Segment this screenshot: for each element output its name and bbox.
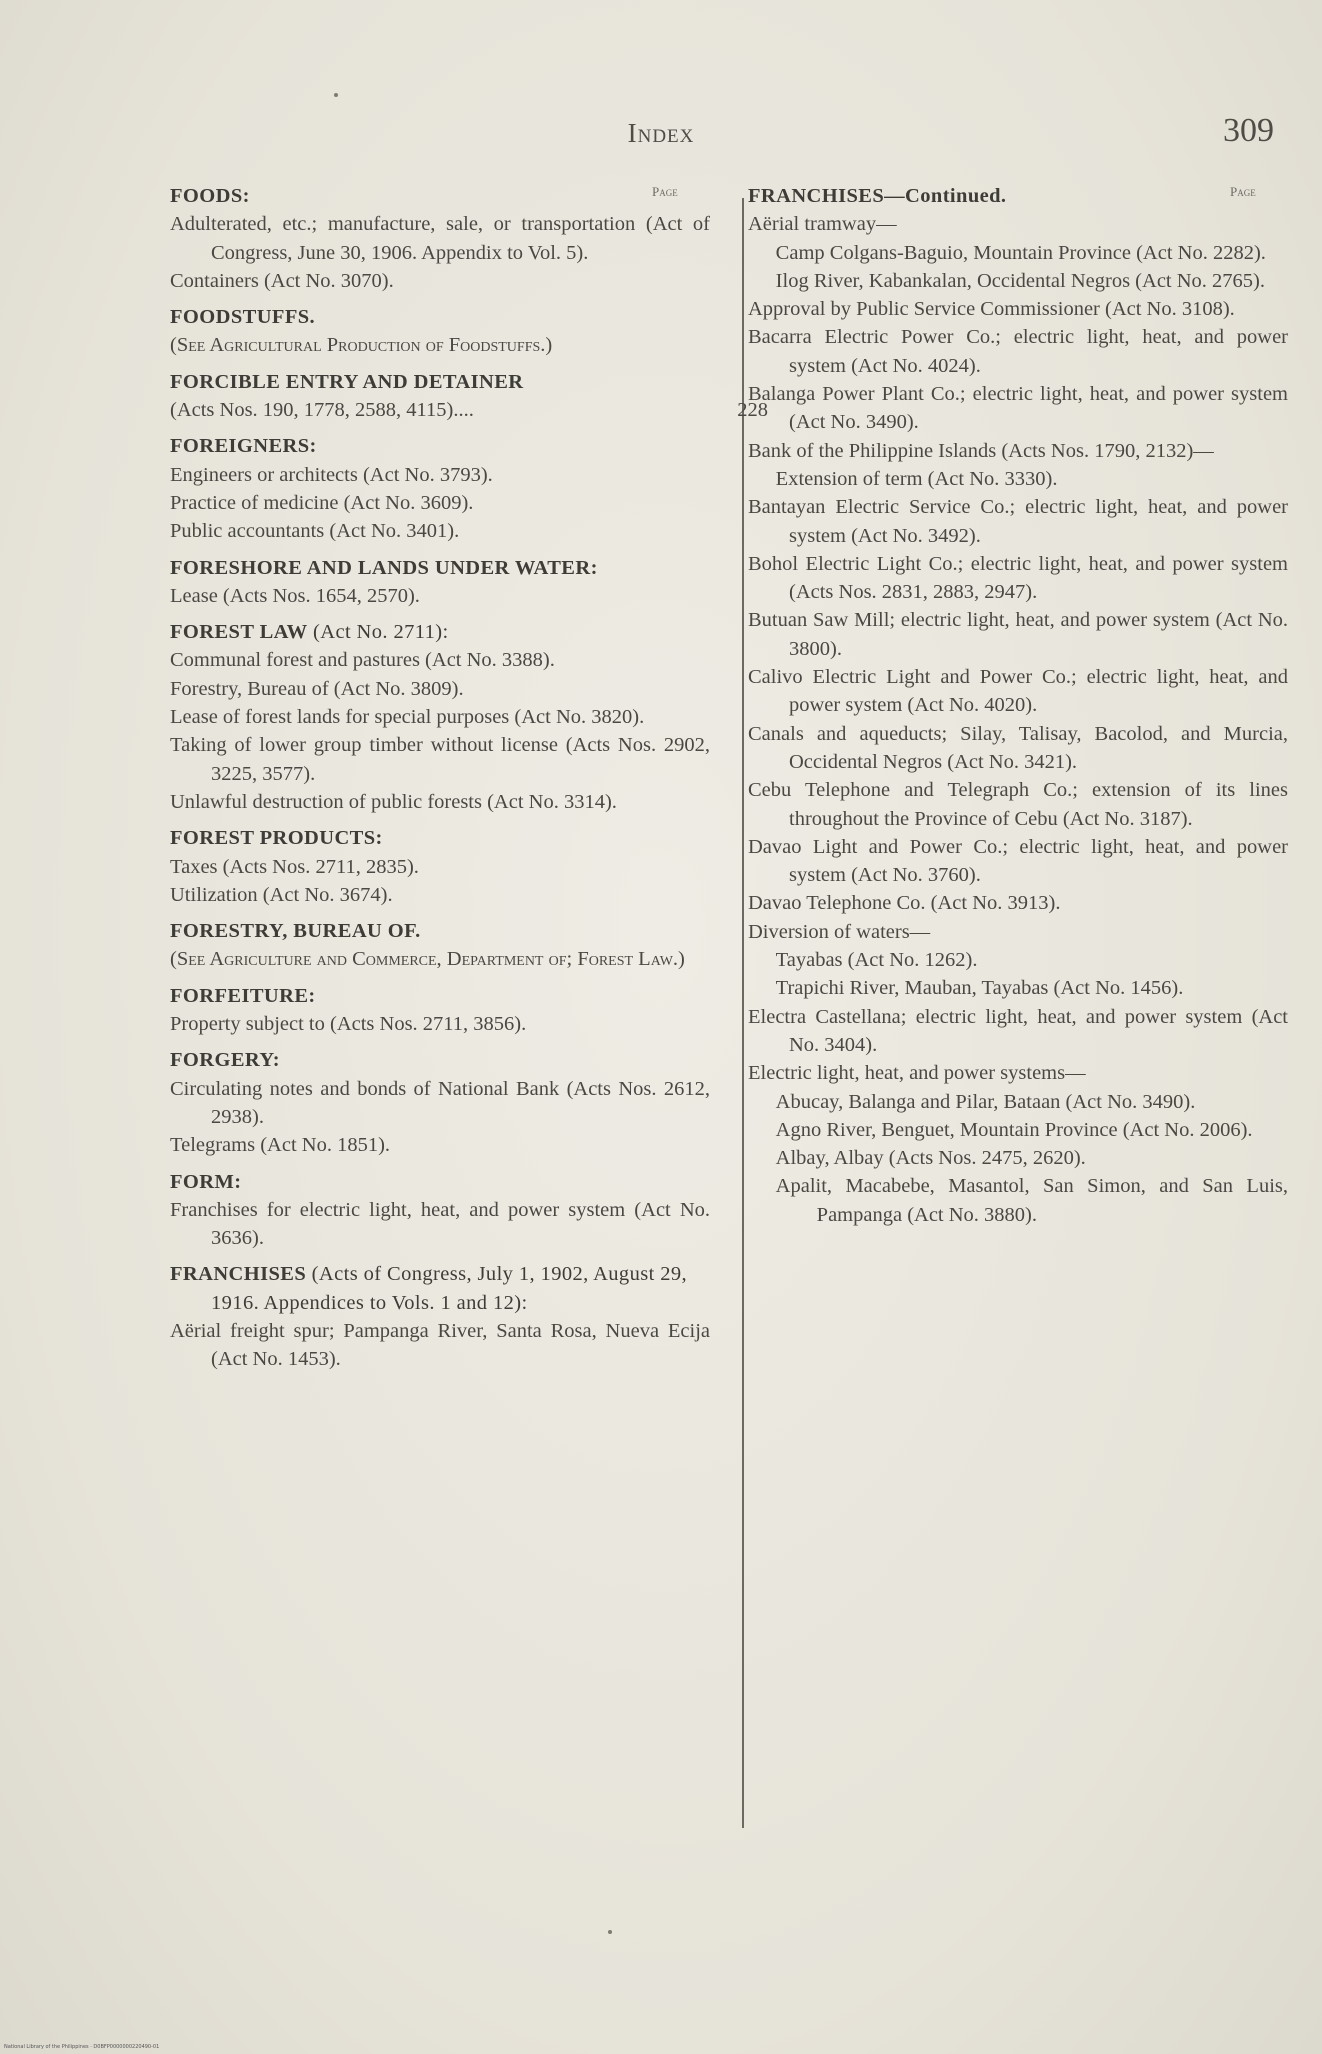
index-heading-text: FOODS: <box>170 185 250 207</box>
page-number: 309 <box>1223 112 1274 149</box>
subentry-text: Electric light, heat, and power systems— <box>748 1062 1086 1085</box>
index-subentry <box>170 1196 710 1253</box>
index-subentry <box>170 1131 710 1159</box>
subentry-text: Forestry, Bureau of (Act No. 3809). <box>170 677 464 700</box>
subentry-text: Property subject to (Acts Nos. 2711, 3856). <box>170 1013 527 1036</box>
index-heading <box>170 432 710 460</box>
index-heading <box>170 182 710 210</box>
index-subentry <box>748 889 1288 917</box>
index-subentry <box>748 663 1288 720</box>
index-heading-text: FOODSTUFFS. <box>170 306 316 329</box>
index-entry <box>170 1260 710 1373</box>
index-subentry <box>170 461 710 489</box>
index-heading <box>170 1260 710 1317</box>
index-entry <box>170 982 710 1039</box>
index-subentry <box>748 1116 1288 1144</box>
subentry-text: (Acts Nos. 190, 1778, 2588, 4115).... <box>170 399 474 422</box>
index-subentry <box>748 295 1288 323</box>
subentry-text: Containers (Act No. 3070). <box>170 269 394 292</box>
index-heading <box>170 917 710 945</box>
index-subentry <box>748 833 1288 890</box>
subentry-text: Public accountants (Act No. 3401). <box>170 520 460 543</box>
speck-mark <box>334 93 338 97</box>
subentry-text: Lease of forest lands for special purposes (Act No. 3820). <box>170 706 645 729</box>
subentry-text: Engineers or architects (Act No. 3793). <box>170 463 493 486</box>
index-subentry <box>748 606 1288 663</box>
subentry-text: Balanga Power Plant Co.; electric light, heat, and power system (Act No. 3490). <box>748 383 1288 434</box>
subentry-text: Circulating notes and bonds of National Bank (Acts Nos. 2612, 2938). <box>170 1077 710 1128</box>
subentry-text: Agno River, Benguet, Mountain Province (Act No. 2006). <box>775 1118 1253 1141</box>
subentry-text: Practice of medicine (Act No. 3609). <box>170 491 474 514</box>
index-subentry <box>170 582 710 610</box>
subentry-text: Bank of the Philippine Islands (Acts Nos. 1790, 2132)— <box>748 439 1214 462</box>
index-heading <box>170 1168 710 1196</box>
index-heading-text: FORGERY: <box>170 1049 280 1072</box>
index-heading-text: FORFEITURE: <box>170 984 316 1007</box>
subentry-text: Butuan Saw Mill; electric light, heat, and power system (Act No. 3800). <box>748 609 1288 660</box>
index-entry <box>170 1046 710 1159</box>
subentry-text: Bohol Electric Light Co.; electric light, heat, and power system (Acts Nos. 2831, 2883, 2947). <box>748 552 1288 604</box>
subentry-text: Franchises for electric light, heat, and power system (Act No. 3636). <box>170 1198 710 1250</box>
index-heading-text: FOREST LAW <box>170 621 308 644</box>
index-entry <box>170 432 710 545</box>
subentry-text: Camp Colgans-Baguio, Mountain Province (Act No. 2282). <box>775 241 1266 264</box>
subentry-text: Davao Light and Power Co.; electric light, heat, and power system (Act No. 3760). <box>748 835 1288 887</box>
index-heading <box>170 554 710 582</box>
index-subentry <box>170 489 710 517</box>
index-subentry <box>170 396 768 424</box>
subentry-text: Taxes (Acts Nos. 2711, 2835). <box>170 855 419 878</box>
subentry-text: Taking of lower group timber without license (Acts Nos. 2902, 3225, 3577). <box>170 734 710 785</box>
subentry-text: Cebu Telephone and Telegraph Co.; extension of its lines throughout the Province of Cebu (Act No. 3187). <box>748 779 1288 830</box>
subentry-text: Tayabas (Act No. 1262). <box>775 949 978 972</box>
subentry-text: Calivo Electric Light and Power Co.; electric light, heat, and power system (Act No. 4020). <box>748 666 1288 717</box>
scan-credit: National Library of the Philippines · D0BFP0000000220490-01 <box>4 2044 160 2050</box>
index-heading-text: FRANCHISES <box>170 1263 307 1286</box>
index-heading <box>170 368 710 396</box>
index-subentry <box>170 703 710 731</box>
subentry-text: Trapichi River, Mauban, Tayabas (Act No. 1456). <box>775 977 1184 1000</box>
index-entry <box>170 1168 710 1253</box>
index-heading-text: FOREIGNERS: <box>170 435 317 458</box>
index-subentry <box>170 788 710 816</box>
index-subentry <box>748 720 1288 777</box>
index-subentry <box>170 731 710 788</box>
index-entry <box>170 618 710 816</box>
index-heading-text: FRANCHISES—Continued. <box>748 185 1007 207</box>
subentry-text: Approval by Public Service Commissioner (Act No. 3108). <box>748 298 1235 321</box>
subentry-text: Apalit, Macabebe, Masantol, San Simon, and San Luis, Pampanga (Act No. 3880). <box>775 1175 1288 1226</box>
subentry-text: Bantayan Electric Service Co.; electric light, heat, and power system (Act No. 3492). <box>748 496 1288 547</box>
index-entry <box>748 182 1288 1229</box>
subentry-text: Abucay, Balanga and Pilar, Bataan (Act No. 3490). <box>775 1090 1196 1113</box>
index-entry <box>170 824 710 909</box>
index-subentry <box>748 946 1288 974</box>
index-subentry <box>748 437 1288 465</box>
subentry-text: Extension of term (Act No. 3330). <box>775 467 1058 490</box>
index-subentry <box>170 881 710 909</box>
index-heading-text: FORESHORE AND LANDS UNDER WATER: <box>170 556 598 579</box>
index-subentry <box>748 267 1288 295</box>
index-subentry <box>748 210 1288 238</box>
page-column-label: Page <box>1230 184 1256 199</box>
index-subentry <box>170 267 710 295</box>
index-entry <box>170 368 768 425</box>
subentry-text: Telegrams (Act No. 1851). <box>170 1134 391 1157</box>
subentry-text: Ilog River, Kabankalan, Occidental Negros (Act No. 2765). <box>775 269 1265 292</box>
index-subentry <box>748 1088 1288 1116</box>
index-subentry <box>170 210 710 267</box>
index-subentry <box>748 239 1288 267</box>
subentry-text: (See Agricultural Production of Foodstuffs.) <box>170 334 553 357</box>
index-heading <box>170 824 710 852</box>
subentry-text: Bacarra Electric Power Co.; electric light, heat, and power system (Act No. 4024). <box>748 326 1288 377</box>
index-heading <box>748 182 1288 210</box>
index-subentry <box>170 675 710 703</box>
right-index-column <box>748 182 1288 1237</box>
subentry-text: Aërial tramway— <box>748 213 897 236</box>
page-reference: 228 <box>737 399 768 422</box>
index-subentry <box>748 918 1288 946</box>
page-column-label: Page <box>652 184 678 199</box>
index-entry <box>170 182 710 295</box>
index-heading-text: FORCIBLE ENTRY AND DETAINER <box>170 370 524 393</box>
running-head: Index <box>627 118 695 148</box>
index-heading <box>170 982 710 1010</box>
subentry-text: Unlawful destruction of public forests (Act No. 3314). <box>170 790 617 813</box>
index-subentry <box>170 853 710 881</box>
cross-reference <box>170 331 710 359</box>
index-heading-reference: (Acts of Congress, July 1, 1902, August 29, 1916. Appendices to Vols. 1 and 12): <box>211 1263 688 1314</box>
subentry-text: Aërial freight spur; Pampanga River, Santa Rosa, Nueva Ecija (Act No. 1453). <box>170 1319 710 1371</box>
index-subentry <box>170 1010 710 1038</box>
subentry-text: Canals and aqueducts; Silay, Talisay, Bacolod, and Murcia, Occidental Negros (Act No. 3421). <box>748 722 1288 773</box>
index-subentry <box>748 1144 1288 1172</box>
index-heading-text: FORESTRY, BUREAU OF. <box>170 920 421 943</box>
index-entry <box>170 917 710 974</box>
index-entry <box>170 554 710 611</box>
index-heading-text: FORM: <box>170 1170 242 1193</box>
index-subentry <box>748 323 1288 380</box>
index-subentry <box>170 1075 710 1132</box>
index-heading-text: FOREST PRODUCTS: <box>170 827 383 850</box>
left-index-column <box>170 182 768 1382</box>
index-subentry <box>170 646 710 674</box>
index-subentry <box>748 465 1288 493</box>
index-heading <box>170 618 710 646</box>
subentry-text: Davao Telephone Co. (Act No. 3913). <box>748 892 1061 915</box>
speck-mark <box>608 1930 612 1934</box>
index-subentry <box>748 1059 1288 1087</box>
subentry-text: Electra Castellana; electric light, heat, and power system (Act No. 3404). <box>748 1005 1288 1056</box>
cross-reference <box>170 945 710 973</box>
index-subentry <box>748 1003 1288 1060</box>
index-subentry <box>748 550 1288 607</box>
index-subentry <box>748 776 1288 833</box>
index-subentry <box>748 974 1288 1002</box>
index-entry <box>170 303 710 360</box>
index-heading <box>170 1046 710 1074</box>
subentry-text: Lease (Acts Nos. 1654, 2570). <box>170 584 420 607</box>
index-subentry <box>748 1172 1288 1229</box>
index-subentry <box>748 380 1288 437</box>
index-subentry <box>170 1317 710 1374</box>
subentry-text: Diversion of waters— <box>748 920 931 943</box>
index-subentry <box>748 493 1288 550</box>
index-heading-reference: (Act No. 2711): <box>307 621 449 644</box>
subentry-text: (See Agriculture and Commerce, Department of; Forest Law.) <box>170 948 685 971</box>
index-subentry <box>170 517 710 545</box>
column-divider <box>742 198 744 1828</box>
subentry-text: Albay, Albay (Acts Nos. 2475, 2620). <box>775 1147 1086 1170</box>
index-heading <box>170 303 710 331</box>
subentry-text: Utilization (Act No. 3674). <box>170 883 393 906</box>
subentry-text: Communal forest and pastures (Act No. 3388). <box>170 649 555 672</box>
subentry-text: Adulterated, etc.; manufacture, sale, or transportation (Act of Congress, June 30, 1906. Appendix to Vol. 5). <box>170 213 710 264</box>
